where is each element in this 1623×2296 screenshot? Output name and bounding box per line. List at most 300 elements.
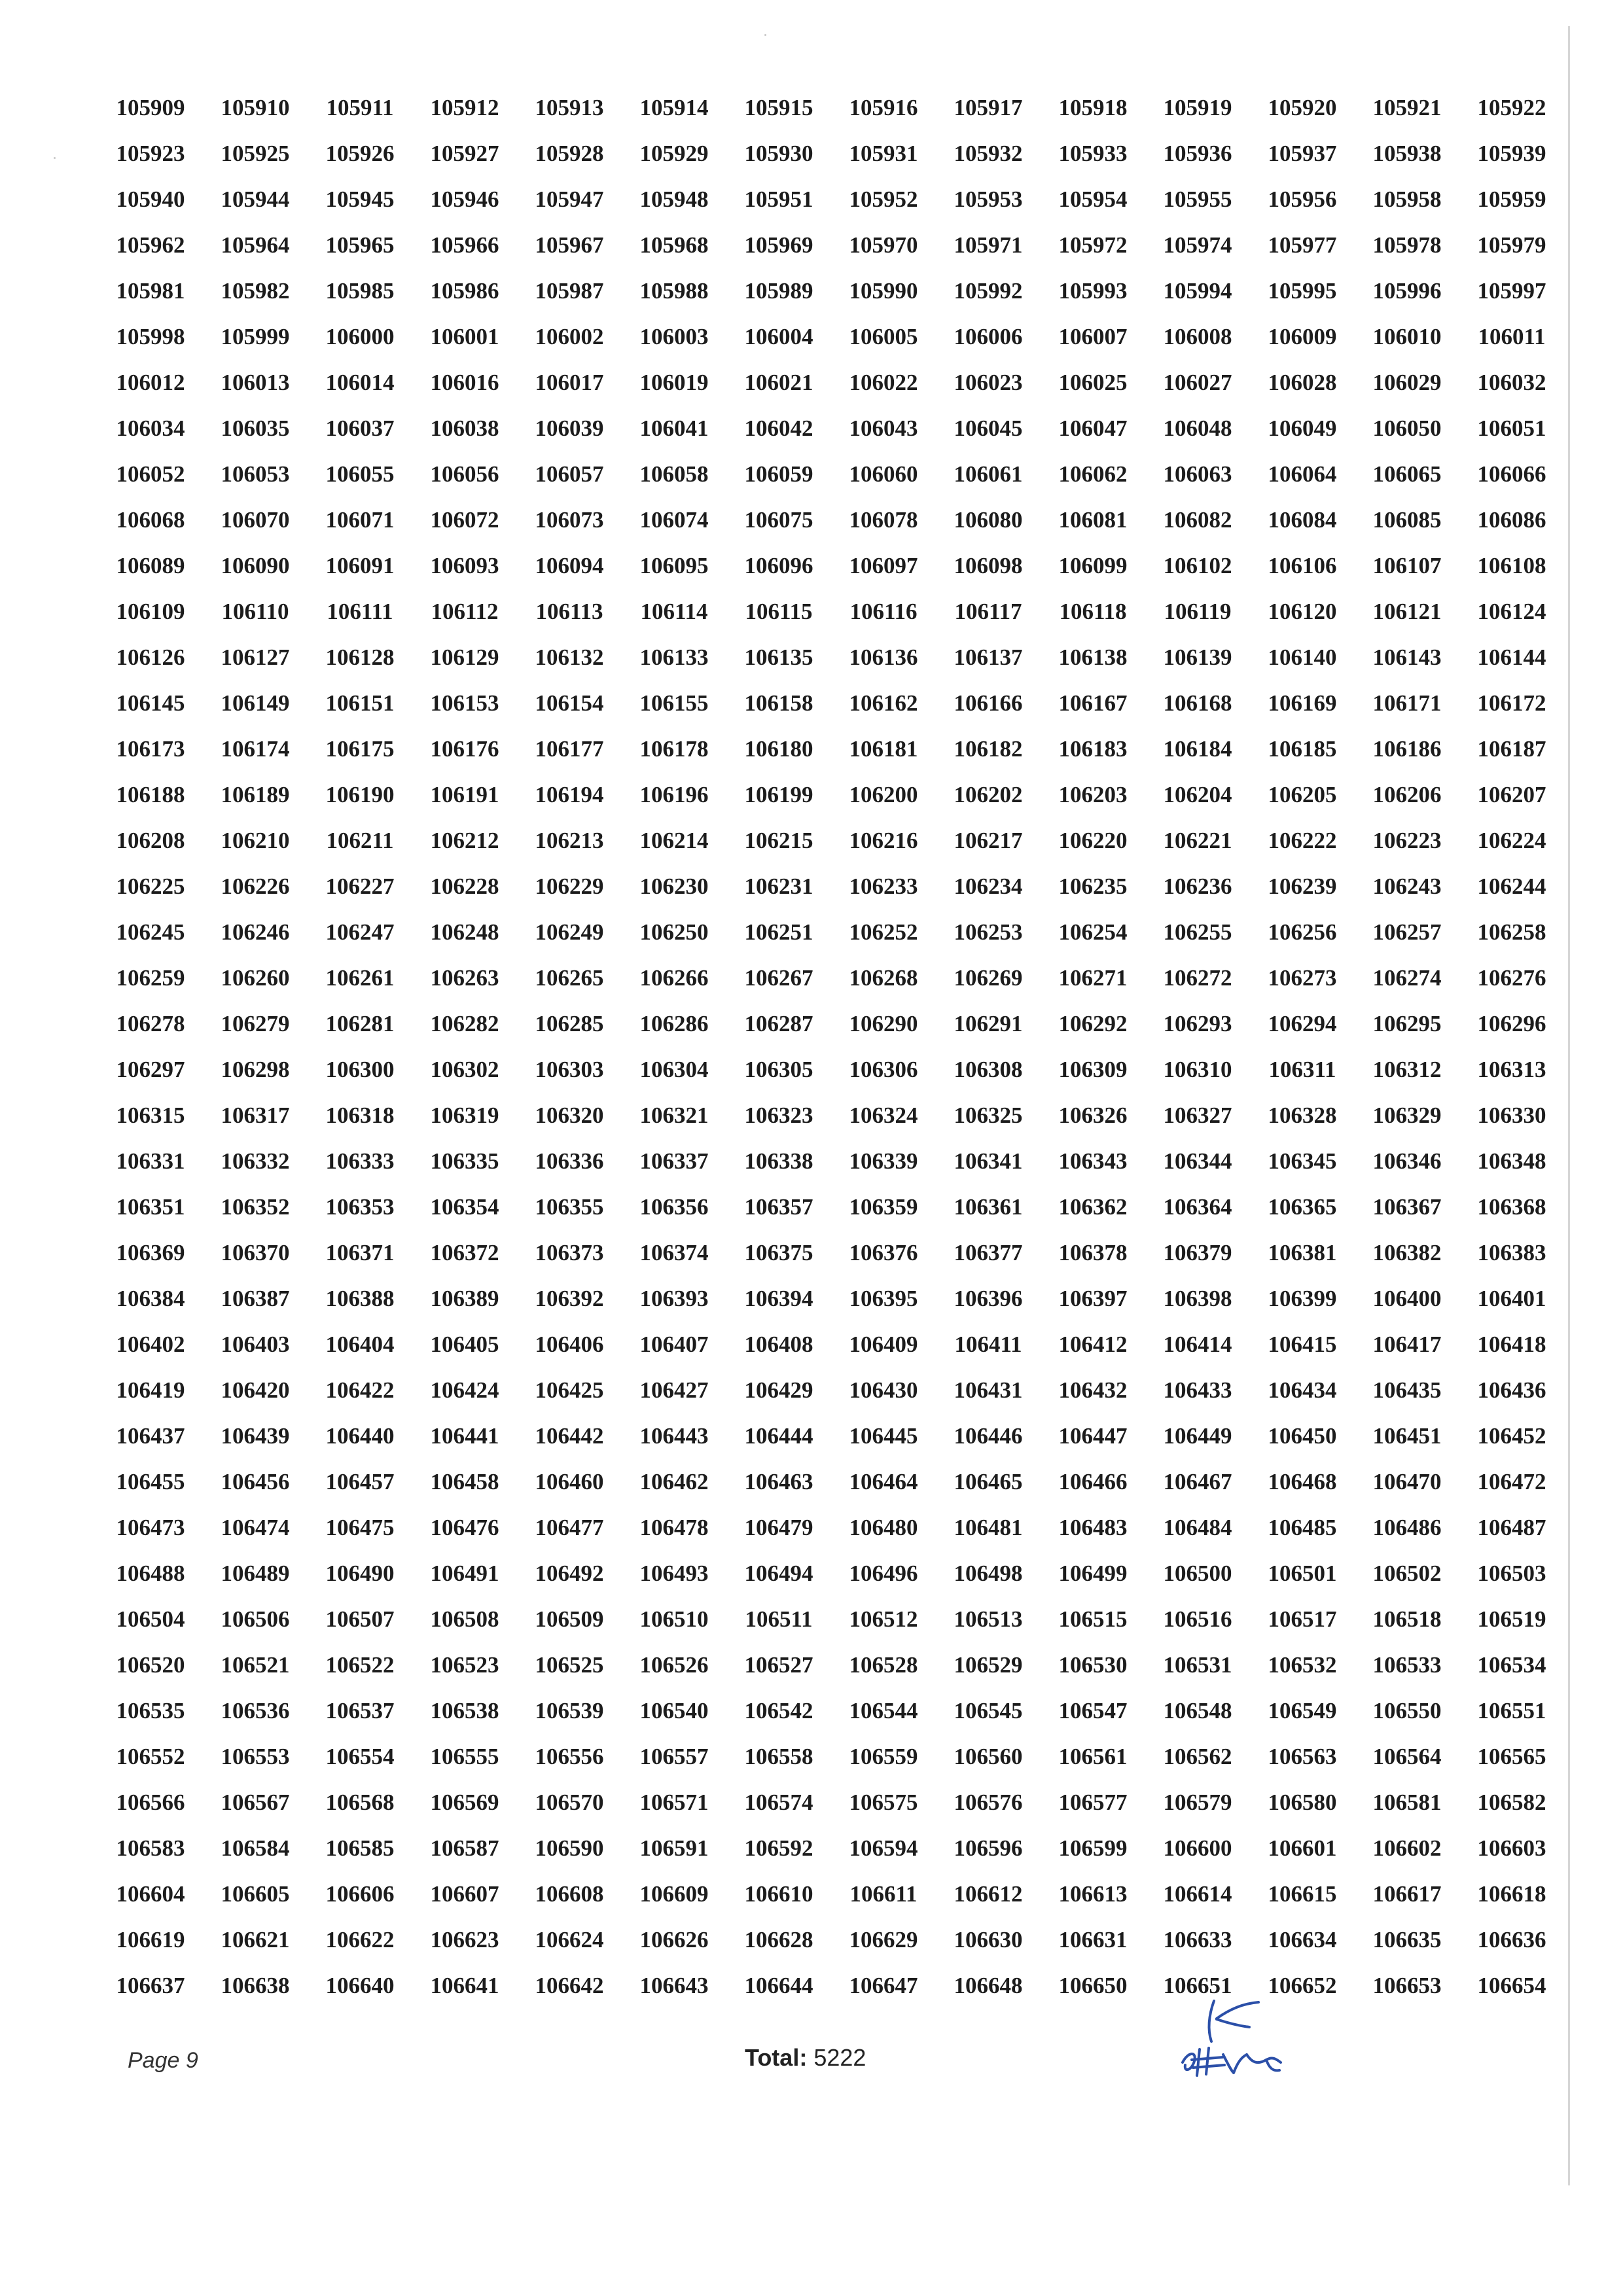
roll-number: 106643 (639, 1973, 709, 1998)
roll-number: 106484 (1163, 1515, 1232, 1540)
roll-number: 106376 (849, 1240, 918, 1265)
roll-number: 106446 (954, 1423, 1023, 1449)
roll-number: 105968 (639, 232, 709, 258)
roll-number: 106154 (535, 690, 604, 716)
roll-number: 106562 (1163, 1744, 1232, 1769)
roll-number: 105977 (1268, 232, 1337, 258)
roll-number: 106091 (325, 553, 395, 578)
roll-number: 106303 (535, 1057, 604, 1082)
roll-number: 106008 (1163, 324, 1232, 349)
roll-number: 105965 (325, 232, 395, 258)
roll-number: 106441 (430, 1423, 499, 1449)
roll-number: 106005 (849, 324, 918, 349)
roll-number: 106267 (744, 965, 813, 991)
roll-number: 106084 (1268, 507, 1337, 533)
page-number: Page 9 (128, 2048, 198, 2073)
roll-number: 105923 (116, 141, 185, 166)
roll-number: 106630 (954, 1927, 1023, 1952)
roll-number: 106112 (431, 599, 499, 624)
roll-number: 106060 (849, 461, 918, 487)
roll-number: 106452 (1477, 1423, 1546, 1449)
roll-number: 106292 (1058, 1011, 1128, 1036)
roll-number: 106268 (849, 965, 918, 991)
roll-number: 105982 (221, 278, 290, 304)
roll-number: 106273 (1268, 965, 1337, 991)
roll-number: 105967 (535, 232, 604, 258)
roll-number: 106412 (1058, 1332, 1128, 1357)
roll-number: 106512 (849, 1606, 918, 1632)
roll-number: 106417 (1372, 1332, 1442, 1357)
roll-number: 106395 (849, 1286, 918, 1311)
roll-number: 106399 (1268, 1286, 1337, 1311)
total-value: 5222 (813, 2044, 866, 2071)
roll-number: 106405 (430, 1332, 499, 1357)
roll-number: 106220 (1058, 828, 1128, 853)
roll-number: 106551 (1477, 1698, 1546, 1723)
roll-number: 105927 (430, 141, 499, 166)
roll-number: 106110 (221, 599, 289, 624)
roll-number: 106058 (639, 461, 709, 487)
roll-number: 106263 (430, 965, 499, 991)
roll-number: 106137 (954, 645, 1023, 670)
roll-number: 106221 (1163, 828, 1232, 853)
roll-number: 106544 (849, 1698, 918, 1723)
roll-number: 106321 (639, 1103, 709, 1128)
roll-number: 106424 (430, 1377, 499, 1403)
roll-number: 106626 (639, 1927, 709, 1952)
roll-number: 106536 (221, 1698, 290, 1723)
roll-number: 105912 (430, 95, 499, 120)
roll-number: 106451 (1372, 1423, 1442, 1449)
roll-number: 106533 (1372, 1652, 1442, 1678)
roll-number: 106183 (1058, 736, 1128, 762)
roll-number: 106116 (849, 599, 918, 624)
roll-number: 106063 (1163, 461, 1232, 487)
roll-number: 106404 (325, 1332, 395, 1357)
roll-number: 106493 (639, 1561, 709, 1586)
roll-number: 105952 (849, 186, 918, 212)
roll-number: 106374 (639, 1240, 709, 1265)
roll-number: 106320 (535, 1103, 604, 1128)
roll-number: 106158 (744, 690, 813, 716)
roll-number: 106507 (325, 1606, 395, 1632)
roll-number: 106411 (954, 1332, 1022, 1357)
roll-number: 106596 (954, 1835, 1023, 1861)
roll-number: 106246 (221, 919, 290, 945)
roll-number: 106182 (954, 736, 1023, 762)
roll-number: 106243 (1372, 874, 1442, 899)
roll-number: 106520 (116, 1652, 185, 1678)
roll-number: 106181 (849, 736, 918, 762)
roll-number: 106111 (327, 599, 393, 624)
roll-number: 106378 (1058, 1240, 1128, 1265)
roll-number: 106230 (639, 874, 709, 899)
roll-number: 105971 (954, 232, 1023, 258)
roll-number: 106501 (1268, 1561, 1337, 1586)
roll-number: 106577 (1058, 1790, 1128, 1815)
roll-number: 106311 (1268, 1057, 1336, 1082)
roll-number: 106028 (1268, 370, 1337, 395)
roll-number: 106584 (221, 1835, 290, 1861)
roll-number: 106080 (954, 507, 1023, 533)
roll-number: 106465 (954, 1469, 1023, 1494)
roll-number: 106066 (1477, 461, 1546, 487)
roll-number: 106650 (1058, 1973, 1128, 1998)
roll-number: 106176 (430, 736, 499, 762)
roll-number: 106496 (849, 1561, 918, 1586)
roll-number: 106368 (1477, 1194, 1546, 1220)
roll-number: 106239 (1268, 874, 1337, 899)
roll-number: 106545 (954, 1698, 1023, 1723)
roll-number: 106249 (535, 919, 604, 945)
roll-number: 106189 (221, 782, 290, 807)
roll-number: 106503 (1477, 1561, 1546, 1586)
roll-number: 106207 (1477, 782, 1546, 807)
roll-number: 106149 (221, 690, 290, 716)
roll-number: 106369 (116, 1240, 185, 1265)
roll-number: 105940 (116, 186, 185, 212)
roll-number: 106519 (1477, 1606, 1546, 1632)
roll-number: 106317 (221, 1103, 290, 1128)
roll-number: 105936 (1163, 141, 1232, 166)
roll-number: 106081 (1058, 507, 1128, 533)
roll-number: 106640 (325, 1973, 395, 1998)
roll-number: 106449 (1163, 1423, 1232, 1449)
roll-number: 106456 (221, 1469, 290, 1494)
roll-number: 106518 (1372, 1606, 1442, 1632)
roll-number: 106492 (535, 1561, 604, 1586)
roll-number: 106403 (221, 1332, 290, 1357)
roll-number: 106256 (1268, 919, 1337, 945)
roll-number: 106225 (116, 874, 185, 899)
roll-number: 106085 (1372, 507, 1442, 533)
roll-number: 106479 (744, 1515, 813, 1540)
roll-number: 106132 (535, 645, 604, 670)
roll-number: 106477 (535, 1515, 604, 1540)
roll-number: 105987 (535, 278, 604, 304)
roll-number: 106528 (849, 1652, 918, 1678)
roll-number: 106567 (221, 1790, 290, 1815)
roll-number: 106211 (326, 828, 394, 853)
roll-number: 106187 (1477, 736, 1546, 762)
roll-number: 106511 (745, 1606, 813, 1632)
roll-number: 106302 (430, 1057, 499, 1082)
roll-number: 106106 (1268, 553, 1337, 578)
roll-number: 105953 (954, 186, 1023, 212)
roll-number: 106234 (954, 874, 1023, 899)
roll-number: 106570 (535, 1790, 604, 1815)
roll-number: 106604 (116, 1881, 185, 1907)
roll-number: 106265 (535, 965, 604, 991)
roll-number: 106633 (1163, 1927, 1232, 1952)
roll-number: 106014 (325, 370, 395, 395)
roll-number: 105954 (1058, 186, 1128, 212)
roll-number: 106436 (1477, 1377, 1546, 1403)
roll-number: 105932 (954, 141, 1023, 166)
roll-number: 106486 (1372, 1515, 1442, 1540)
roll-number: 106637 (116, 1973, 185, 1998)
roll-number: 106075 (744, 507, 813, 533)
roll-number: 106472 (1477, 1469, 1546, 1494)
roll-number: 106564 (1372, 1744, 1442, 1769)
roll-number: 106053 (221, 461, 290, 487)
roll-number: 106526 (639, 1652, 709, 1678)
roll-number: 106308 (954, 1057, 1023, 1082)
roll-number: 106035 (221, 415, 290, 441)
roll-number: 106548 (1163, 1698, 1232, 1723)
roll-number: 106402 (116, 1332, 185, 1357)
roll-number: 105910 (221, 95, 290, 120)
roll-number: 106118 (1059, 599, 1127, 624)
roll-number: 106351 (116, 1194, 185, 1220)
roll-number: 106180 (744, 736, 813, 762)
roll-number: 106175 (325, 736, 395, 762)
roll-number: 106021 (744, 370, 813, 395)
roll-number: 106173 (116, 736, 185, 762)
roll-number: 106169 (1268, 690, 1337, 716)
roll-number: 106003 (639, 324, 709, 349)
roll-number: 106613 (1058, 1881, 1128, 1907)
roll-number: 105939 (1477, 141, 1546, 166)
roll-number: 106592 (744, 1835, 813, 1861)
roll-number: 106042 (744, 415, 813, 441)
roll-number: 106644 (744, 1973, 813, 1998)
roll-number: 106383 (1477, 1240, 1546, 1265)
roll-number: 106566 (116, 1790, 185, 1815)
roll-number: 106506 (221, 1606, 290, 1632)
roll-number: 106039 (535, 415, 604, 441)
scan-speck (764, 34, 766, 36)
roll-number: 106617 (1372, 1881, 1442, 1907)
roll-number: 106127 (221, 645, 290, 670)
roll-number: 106393 (639, 1286, 709, 1311)
roll-number: 106346 (1372, 1148, 1442, 1174)
roll-number: 106515 (1058, 1606, 1128, 1632)
roll-number: 105925 (221, 141, 290, 166)
roll-number: 106298 (221, 1057, 290, 1082)
roll-number: 106571 (639, 1790, 709, 1815)
roll-number: 106291 (954, 1011, 1023, 1036)
roll-number: 106114 (640, 599, 708, 624)
roll-number: 106258 (1477, 919, 1546, 945)
roll-number: 106575 (849, 1790, 918, 1815)
roll-number: 106016 (430, 370, 499, 395)
roll-number: 106550 (1372, 1698, 1442, 1723)
roll-number: 106133 (639, 645, 709, 670)
roll-number: 106590 (535, 1835, 604, 1861)
roll-number: 106007 (1058, 324, 1128, 349)
roll-number: 106293 (1163, 1011, 1232, 1036)
roll-number: 106502 (1372, 1561, 1442, 1586)
roll-number: 106285 (535, 1011, 604, 1036)
roll-number: 106612 (954, 1881, 1023, 1907)
roll-number: 106429 (744, 1377, 813, 1403)
roll-number: 106019 (639, 370, 709, 395)
roll-number: 106508 (430, 1606, 499, 1632)
roll-number: 106038 (430, 415, 499, 441)
roll-number: 106532 (1268, 1652, 1337, 1678)
roll-number: 106178 (639, 736, 709, 762)
roll-number: 106261 (325, 965, 395, 991)
roll-number: 106481 (954, 1515, 1023, 1540)
roll-number: 105985 (325, 278, 395, 304)
roll-number: 106444 (744, 1423, 813, 1449)
roll-number: 106641 (430, 1973, 499, 1998)
roll-number: 106335 (430, 1148, 499, 1174)
roll-number: 105995 (1268, 278, 1337, 304)
roll-number: 106440 (325, 1423, 395, 1449)
roll-number: 106333 (325, 1148, 395, 1174)
roll-number: 106023 (954, 370, 1023, 395)
roll-number: 105989 (744, 278, 813, 304)
roll-number: 106437 (116, 1423, 185, 1449)
roll-number: 106139 (1163, 645, 1232, 670)
roll-number: 106228 (430, 874, 499, 899)
roll-number: 105958 (1372, 186, 1442, 212)
roll-number: 105926 (325, 141, 395, 166)
roll-number: 106559 (849, 1744, 918, 1769)
roll-number: 106274 (1372, 965, 1442, 991)
roll-number: 106434 (1268, 1377, 1337, 1403)
roll-number: 105993 (1058, 278, 1128, 304)
roll-number: 106203 (1058, 782, 1128, 807)
roll-number: 106488 (116, 1561, 185, 1586)
roll-number: 106001 (430, 324, 499, 349)
roll-number: 106004 (744, 324, 813, 349)
roll-number: 106109 (116, 599, 185, 624)
roll-number: 106540 (639, 1698, 709, 1723)
roll-number: 106153 (430, 690, 499, 716)
roll-number: 106339 (849, 1148, 918, 1174)
roll-number: 106652 (1268, 1973, 1337, 1998)
roll-number: 106151 (325, 690, 395, 716)
roll-number: 105990 (849, 278, 918, 304)
roll-number: 106217 (954, 828, 1023, 853)
roll-number: 105946 (430, 186, 499, 212)
roll-number: 106248 (430, 919, 499, 945)
roll-number: 106236 (1163, 874, 1232, 899)
roll-number: 106278 (116, 1011, 185, 1036)
roll-number: 106326 (1058, 1103, 1128, 1128)
roll-number: 105992 (954, 278, 1023, 304)
roll-number: 105948 (639, 186, 709, 212)
roll-number: 106408 (744, 1332, 813, 1357)
roll-number: 106478 (639, 1515, 709, 1540)
roll-number: 106294 (1268, 1011, 1337, 1036)
roll-number: 106327 (1163, 1103, 1232, 1128)
roll-number: 106089 (116, 553, 185, 578)
roll-number: 106611 (849, 1881, 918, 1907)
roll-number: 106002 (535, 324, 604, 349)
roll-number: 106107 (1372, 553, 1442, 578)
roll-number: 106642 (535, 1973, 604, 1998)
roll-number: 105947 (535, 186, 604, 212)
roll-number: 105962 (116, 232, 185, 258)
roll-number: 106191 (430, 782, 499, 807)
roll-number: 106073 (535, 507, 604, 533)
roll-number: 106312 (1372, 1057, 1442, 1082)
roll-number: 106455 (116, 1469, 185, 1494)
roll-number: 106290 (849, 1011, 918, 1036)
roll-number: 106086 (1477, 507, 1546, 533)
roll-number: 106473 (116, 1515, 185, 1540)
roll-number: 106216 (849, 828, 918, 853)
roll-number: 106047 (1058, 415, 1128, 441)
roll-number: 106117 (954, 599, 1022, 624)
roll-number: 106186 (1372, 736, 1442, 762)
roll-number: 106619 (116, 1927, 185, 1952)
roll-number: 106527 (744, 1652, 813, 1678)
roll-number: 105919 (1163, 95, 1232, 120)
roll-number: 106328 (1268, 1103, 1337, 1128)
roll-number: 106638 (221, 1973, 290, 1998)
roll-number: 106599 (1058, 1835, 1128, 1861)
scan-speck (54, 157, 56, 159)
roll-number: 106318 (325, 1103, 395, 1128)
roll-number: 106554 (325, 1744, 395, 1769)
roll-number: 105930 (744, 141, 813, 166)
roll-number: 105929 (639, 141, 709, 166)
roll-number: 106489 (221, 1561, 290, 1586)
roll-number: 106435 (1372, 1377, 1442, 1403)
roll-number: 106582 (1477, 1790, 1546, 1815)
roll-number: 106419 (116, 1377, 185, 1403)
roll-number: 106282 (430, 1011, 499, 1036)
roll-number: 106032 (1477, 370, 1546, 395)
roll-number: 106355 (535, 1194, 604, 1220)
roll-number: 106485 (1268, 1515, 1337, 1540)
roll-number: 106431 (954, 1377, 1023, 1403)
roll-number: 106510 (639, 1606, 709, 1632)
roll-number: 106467 (1163, 1469, 1232, 1494)
roll-number: 106200 (849, 782, 918, 807)
roll-number: 106635 (1372, 1927, 1442, 1952)
roll-number: 106062 (1058, 461, 1128, 487)
roll-number: 106359 (849, 1194, 918, 1220)
roll-number: 106140 (1268, 645, 1337, 670)
roll-number: 105915 (744, 95, 813, 120)
roll-number: 106065 (1372, 461, 1442, 487)
roll-number: 106648 (954, 1973, 1023, 1998)
roll-number: 106475 (325, 1515, 395, 1540)
roll-number: 106443 (639, 1423, 709, 1449)
roll-number: 106174 (221, 736, 290, 762)
roll-number: 106102 (1163, 553, 1232, 578)
roll-number: 106119 (1164, 599, 1232, 624)
roll-number: 106466 (1058, 1469, 1128, 1494)
roll-number: 106654 (1477, 1973, 1546, 1998)
roll-number: 106463 (744, 1469, 813, 1494)
roll-number: 106229 (535, 874, 604, 899)
roll-number: 106144 (1477, 645, 1546, 670)
roll-number: 106250 (639, 919, 709, 945)
roll-number: 106387 (221, 1286, 290, 1311)
roll-number: 106126 (116, 645, 185, 670)
roll-number: 106245 (116, 919, 185, 945)
roll-number: 106636 (1477, 1927, 1546, 1952)
roll-number: 106487 (1477, 1515, 1546, 1540)
roll-number: 106037 (325, 415, 395, 441)
roll-number: 106099 (1058, 553, 1128, 578)
roll-number: 106071 (325, 507, 395, 533)
roll-number: 106425 (535, 1377, 604, 1403)
roll-number: 106525 (535, 1652, 604, 1678)
roll-number: 106634 (1268, 1927, 1337, 1952)
roll-number: 106336 (535, 1148, 604, 1174)
roll-number: 105918 (1058, 95, 1128, 120)
roll-number: 106594 (849, 1835, 918, 1861)
roll-number: 106560 (954, 1744, 1023, 1769)
